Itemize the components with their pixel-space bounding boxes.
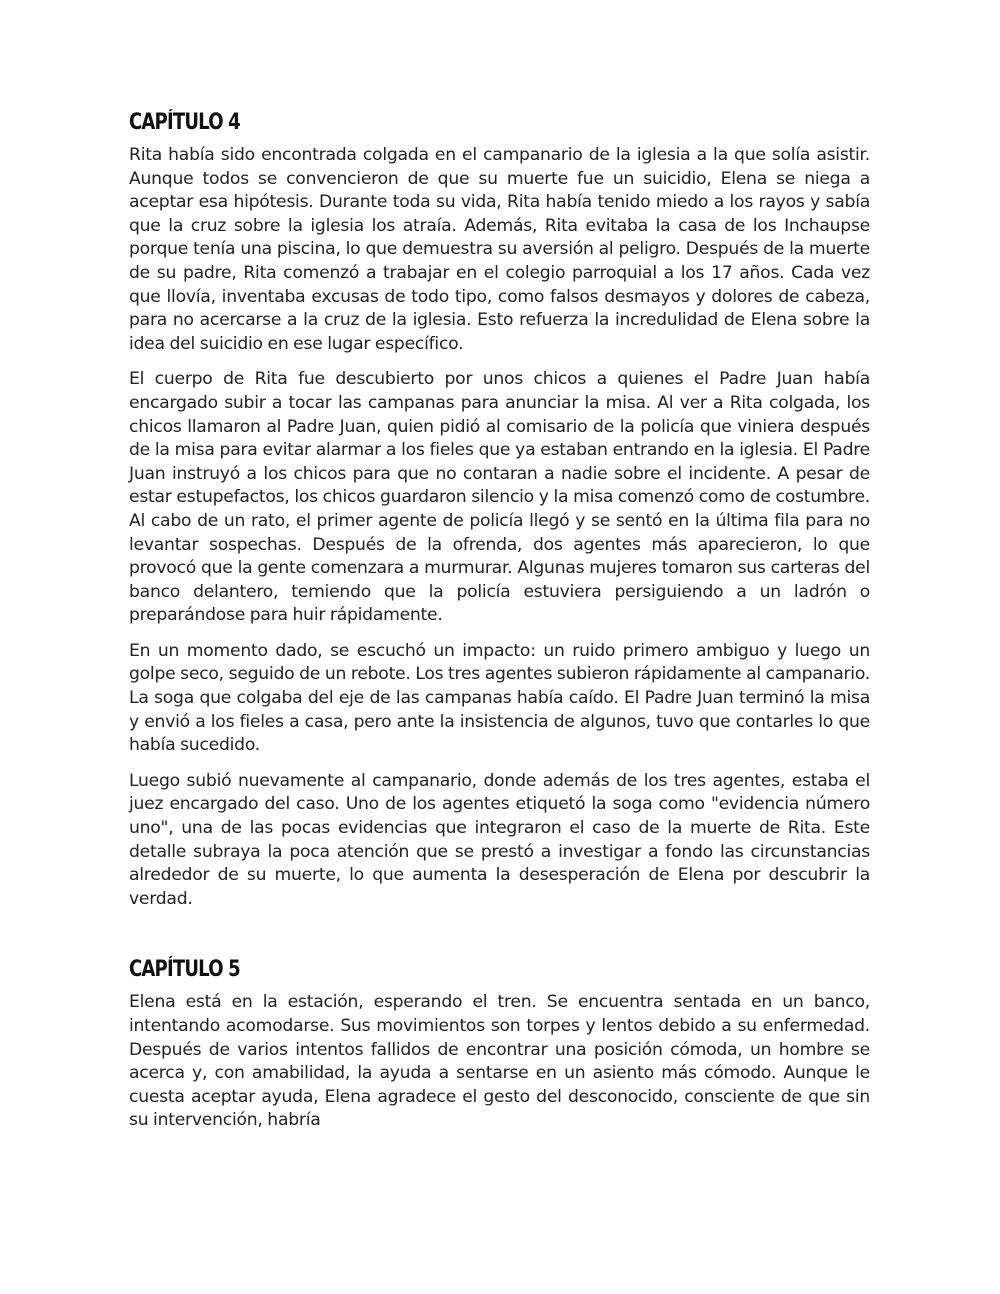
paragraph: Elena está en la estación, esperando el tren. Se encuentra sentada en un banco, intentando acomodarse. Sus movimientos son torpes y lentos debido a su enfermedad. Después de varios intentos fallidos de encontrar una posición cómoda, un hombre se acerca y, con amabilidad, la ayuda a sentarse en un asiento más cómodo. Aunque le cuesta aceptar ayuda, Elena agradece el gesto del desconocido, consciente de que sin su intervención, habría [129,992,870,1131]
paragraph: En un momento dado, se escuchó un impacto: un ruido primero ambiguo y luego un golpe seco, seguido de un rebote. Los tres agentes subieron rápidamente al campanario. La soga que colgaba del eje de las campanas había caído. El Padre Juan terminó la misa y envió a los fieles a casa, pero ante la insistencia de algunos, tuvo que contarles lo que había sucedido. [129,640,870,756]
paragraph: Rita había sido encontrada colgada en el campanario de la iglesia a la que solía asistir. Aunque todos se convencieron de que su muerte fue un suicidio, Elena se niega a aceptar esa hipótesis. Durante toda su vida, Rita había tenido miedo a los rayos y sabía que la cruz sobre la iglesia los atraía. Además, Rita evitaba la casa de los Inchaupse porque tenía una piscina, lo que demuestra su aversión al peligro. Después de la muerte de su padre, Rita comenzó a trabajar en el colegio parroquial a los 17 años. Cada vez que llovía, inventaba excusas de todo tipo, como falsos desmayos y dolores de cabeza, para no acercarse a la cruz de la iglesia. Esto refuerza la incredulidad de Elena sobre la idea del suicidio en ese lugar específico. [129,145,870,354]
paragraph: Luego subió nuevamente al campanario, donde además de los tres agentes, estaba el juez encargado del caso. Uno de los agentes etiquetó la soga como "evidencia número uno", una de las pocas evidencias que integraron el caso de la muerte de Rita. Este detalle subraya la poca atención que se prestó a investigar a fondo las circunstancias alrededor de su muerte, lo que aumenta la desesperación de Elena por descubrir la verdad. [129,770,870,909]
chapter-5 [129,955,870,1133]
chapter-title: CAPÍTULO 4 [129,110,240,135]
paragraph: El cuerpo de Rita fue descubierto por unos chicos a quienes el Padre Juan había encargado subir a tocar las campanas para anunciar la misa. Al ver a Rita colgada, los chicos llamaron al Padre Juan, quien pidió al comisario de la policía que viniera después de la misa para evitar alarmar a los fieles que ya estaban entrando en la iglesia. El Padre Juan instruyó a los chicos para que no contaran a nadie sobre el incidente. A pesar de estar estupefactos, los chicos guardaron silencio y la misa comenzó como de costumbre. Al cabo de un rato, el primer agente de policía llegó y se sentó en la última fila para no levantar sospechas. Después de la ofrenda, dos agentes más aparecieron, lo que provocó que la gente comenzara a murmurar. Algunas mujeres tomaron sus carteras del banco delantero, temiendo que la policía estuviera persiguiendo a un ladrón o preparándose para huir rápidamente. [129,369,870,626]
chapter-title: CAPÍTULO 5 [129,957,240,983]
document-page [129,108,870,1145]
chapter-4 [129,108,870,911]
